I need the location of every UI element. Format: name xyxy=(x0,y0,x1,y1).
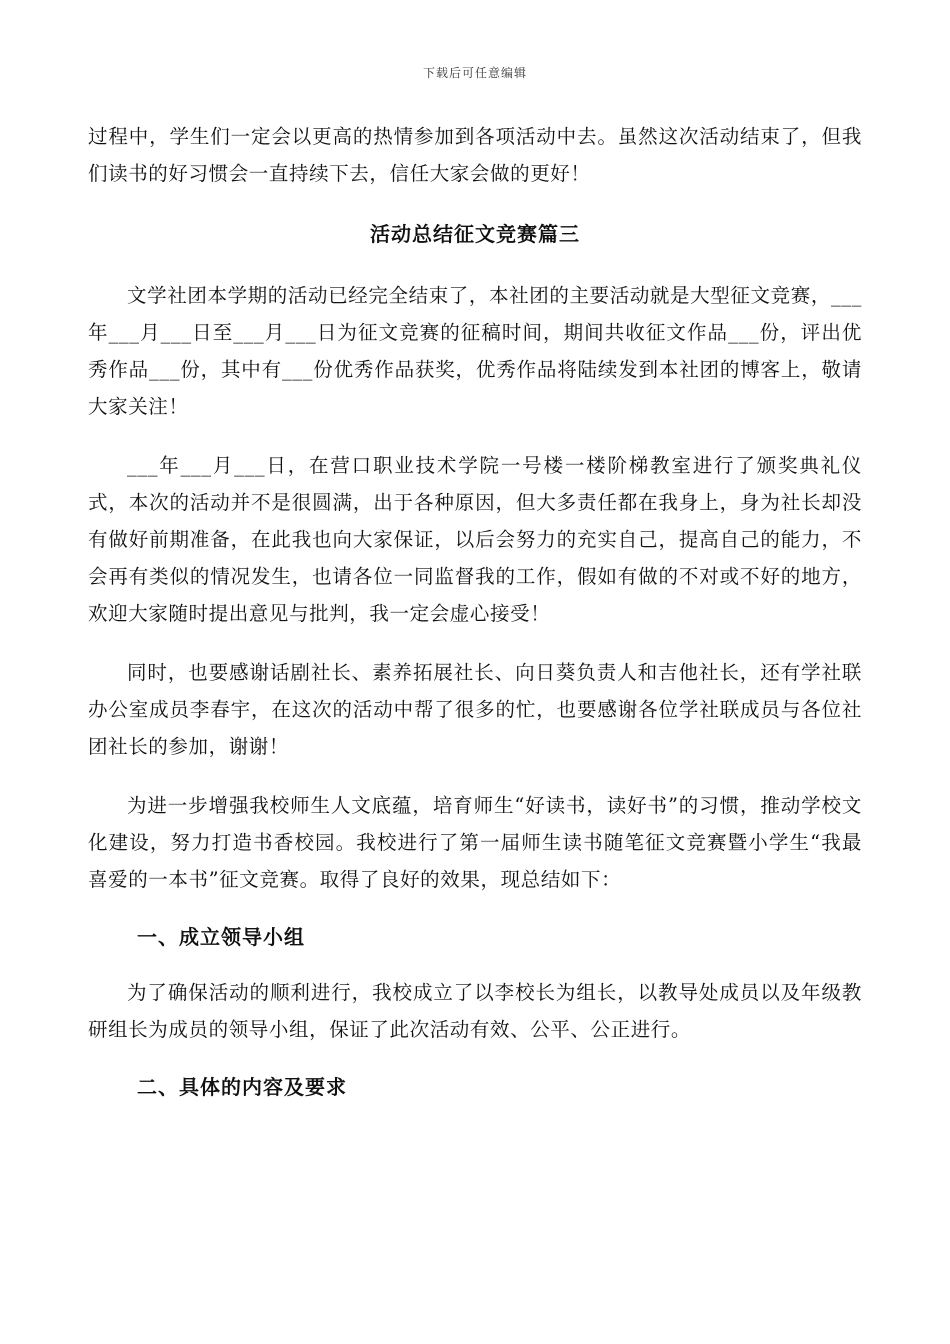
paragraph-continuation: 过程中，学生们一定会以更高的热情参加到各项活动中去。虽然这次活动结束了，但我们读书的好习惯会一直持续下去，信任大家会做的更好！ xyxy=(88,125,862,185)
section-heading-requirements: 二、具体的内容及要求 xyxy=(137,1075,347,1099)
paragraph-leadership-group: 为了确保活动的顺利进行，我校成立了以李校长为组长，以教导处成员以及年级教研组长为成员的领导小组，保证了此次活动有效、公平、公正进行。 xyxy=(88,981,862,1041)
paragraph-literary-club: 文学社团本学期的活动已经完全结束了，本社团的主要活动就是大型征文竞赛，___年___月___日至___月___日为征文竞赛的征稿时间，期间共收征文作品___份，评出优秀作品___份，其中有___份优秀作品获奖，优秀作品将陆续发到本社团的博客上，敬请大家关注！ xyxy=(88,284,862,418)
paragraph-award-ceremony: ___年___月___日，在营口职业技术学院一号楼一楼阶梯教室进行了颁奖典礼仪式，本次的活动并不是很圆满，出于各种原因，但大多责任都在我身上，身为社长却没有做好前期准备，在此我也向大家保证，以后会努力的充实自己，提高自己的能力，不会再有类似的情况发生，也请各位一同监督我的工作，假如有做的不对或不好的地方，欢迎大家随时提出意见与批判，我一定会虚心接受！ xyxy=(88,454,862,625)
section-heading-leadership: 一、成立领导小组 xyxy=(137,925,305,949)
paragraph-thanks: 同时，也要感谢话剧社长、素养拓展社长、向日葵负责人和吉他社长，还有学社联办公室成员李春宇，在这次的活动中帮了很多的忙，也要感谢各位学社联成员与各位社团社长的参加，谢谢！ xyxy=(88,661,862,758)
paragraph-reading-initiative: 为进一步增强我校师生人文底蕴，培育师生“好读书，读好书”的习惯，推动学校文化建设，努力打造书香校园。我校进行了第一届师生读书随笔征文竞赛暨小学生“我最喜爱的一本书”征文竞赛。取得了良好的效果，现总结如下： xyxy=(88,794,862,891)
section-title: 活动总结征文竞赛篇三 xyxy=(370,222,580,246)
document-body xyxy=(88,118,862,1124)
page-header: 下载后可任意编辑 xyxy=(422,66,527,80)
